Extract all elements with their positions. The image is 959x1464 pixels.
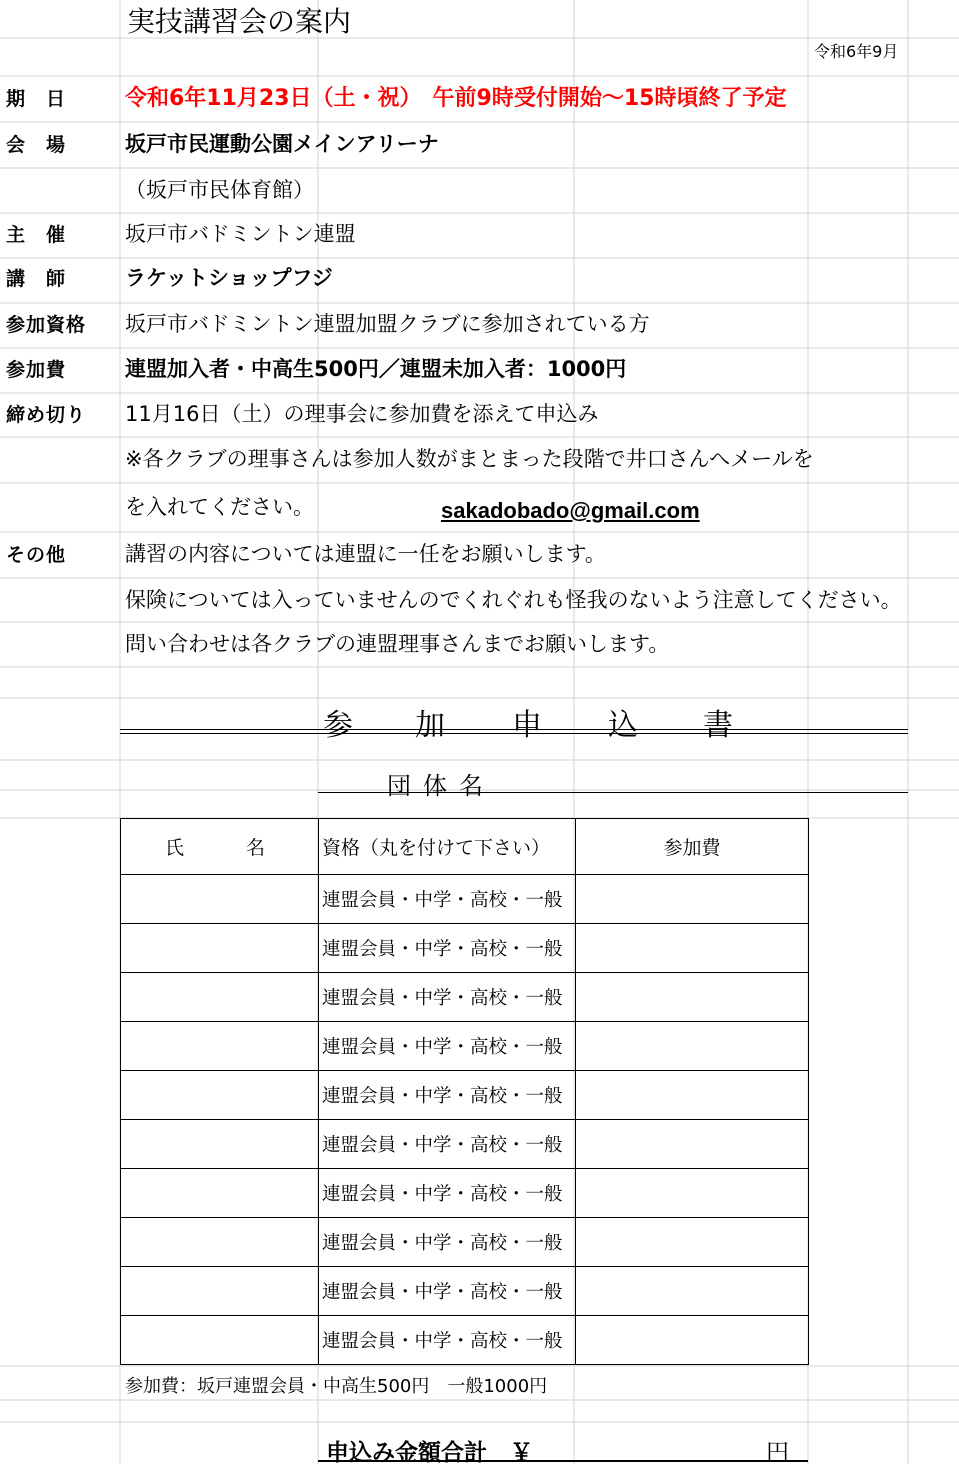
table-row (121, 1218, 809, 1267)
fee-cell[interactable] (576, 1316, 809, 1365)
fee-cell[interactable] (576, 875, 809, 924)
other-label: その他 (6, 544, 67, 566)
deadline-note: ※各クラブの理事さんは参加人数がまとまった段階で井口さんへメールを (125, 447, 814, 471)
table-header-row (121, 819, 809, 875)
name-cell[interactable] (121, 875, 319, 924)
qualification-value: 坂戸市バドミントン連盟加盟クラブに参加されている方 (125, 312, 650, 336)
form-title-char: 込 (608, 708, 638, 743)
name-cell[interactable] (121, 1169, 319, 1218)
other-note-3: 問い合わせは各クラブの連盟理事さんまでお願いします。 (125, 632, 670, 656)
qualification-cell[interactable]: 連盟会員・中学・高校・一般 (319, 924, 576, 973)
name-cell[interactable] (121, 1316, 319, 1365)
name-cell[interactable] (121, 1267, 319, 1316)
total-amount-unit: 円 (766, 1440, 789, 1464)
total-amount-label: 申込み金額合計 ￥ (326, 1440, 533, 1464)
name-cell[interactable] (121, 1218, 319, 1267)
table-row (121, 1316, 809, 1365)
instructor-label: 講 師 (6, 268, 67, 290)
contact-email-link[interactable]: sakadobado@gmail.com (441, 498, 700, 523)
venue-value: 坂戸市民運動公園メインアリーナ (125, 132, 439, 156)
date-label: 期 日 (6, 88, 67, 110)
table-row (121, 973, 809, 1022)
name-cell[interactable] (121, 924, 319, 973)
table-row (121, 1120, 809, 1169)
qualification-cell[interactable]: 連盟会員・中学・高校・一般 (319, 1022, 576, 1071)
total-amount-field[interactable] (318, 1434, 808, 1462)
col-header-fee: 参加費 (576, 819, 809, 875)
date-value: 令和6年11月23日（土・祝） 午前9時受付開始～15時頃終了予定 (125, 86, 787, 111)
issue-date: 令和6年9月 (814, 42, 899, 61)
name-cell[interactable] (121, 1071, 319, 1120)
page-title: 実技講習会の案内 (127, 5, 352, 38)
name-cell[interactable] (121, 973, 319, 1022)
table-row (121, 1071, 809, 1120)
group-name-label: 団体名 (387, 772, 495, 800)
fee-cell[interactable] (576, 924, 809, 973)
table-row (121, 875, 809, 924)
qualification-cell[interactable]: 連盟会員・中学・高校・一般 (319, 1120, 576, 1169)
venue-sub: （坂戸市民体育館） (125, 178, 314, 202)
form-title-double-rule (120, 729, 908, 734)
table-row (121, 1022, 809, 1071)
form-title-char: 申 (512, 708, 542, 743)
venue-label: 会 場 (6, 134, 67, 156)
fee-value: 連盟加入者・中高生500円／連盟未加入者：1000円 (125, 357, 627, 381)
fee-cell[interactable] (576, 1071, 809, 1120)
table-row (121, 924, 809, 973)
form-title-char: 参 (323, 708, 353, 743)
name-cell[interactable] (121, 1022, 319, 1071)
qualification-label: 参加資格 (6, 314, 87, 336)
qualification-cell[interactable]: 連盟会員・中学・高校・一般 (319, 973, 576, 1022)
host-label: 主 催 (6, 224, 67, 246)
qualification-cell[interactable]: 連盟会員・中学・高校・一般 (319, 1218, 576, 1267)
form-title-char: 書 (703, 708, 733, 743)
fee-cell[interactable] (576, 1218, 809, 1267)
deadline-note-cont: を入れてください。 (125, 495, 314, 519)
col-header-name: 氏 名 (121, 819, 319, 875)
other-note-1: 講習の内容については連盟に一任をお願いします。 (125, 542, 606, 566)
table-row (121, 1267, 809, 1316)
col-header-qualification: 資格（丸を付けて下さい） (319, 819, 576, 875)
instructor-value: ラケットショップフジ (125, 266, 333, 290)
group-name-field[interactable] (318, 792, 908, 793)
other-note-2: 保険については入っていませんのでくれぐれも怪我のないよう注意してください。 (125, 588, 902, 612)
fee-cell[interactable] (576, 1120, 809, 1169)
fee-cell[interactable] (576, 973, 809, 1022)
qualification-cell[interactable]: 連盟会員・中学・高校・一般 (319, 1316, 576, 1365)
qualification-cell[interactable]: 連盟会員・中学・高校・一般 (319, 1169, 576, 1218)
application-table (120, 818, 809, 1365)
fee-cell[interactable] (576, 1022, 809, 1071)
name-cell[interactable] (121, 1120, 319, 1169)
host-value: 坂戸市バドミントン連盟 (125, 222, 356, 246)
table-row (121, 1169, 809, 1218)
qualification-cell[interactable]: 連盟会員・中学・高校・一般 (319, 1267, 576, 1316)
qualification-cell[interactable]: 連盟会員・中学・高校・一般 (319, 1071, 576, 1120)
fee-cell[interactable] (576, 1267, 809, 1316)
deadline-value: 11月16日（土）の理事会に参加費を添えて申込み (125, 402, 599, 426)
fee-note: 参加費：坂戸連盟会員・中高生500円 一般1000円 (125, 1376, 548, 1397)
fee-label: 参加費 (6, 359, 67, 381)
qualification-cell[interactable]: 連盟会員・中学・高校・一般 (319, 875, 576, 924)
deadline-label: 締め切り (6, 404, 87, 426)
fee-cell[interactable] (576, 1169, 809, 1218)
form-title-char: 加 (415, 708, 445, 743)
